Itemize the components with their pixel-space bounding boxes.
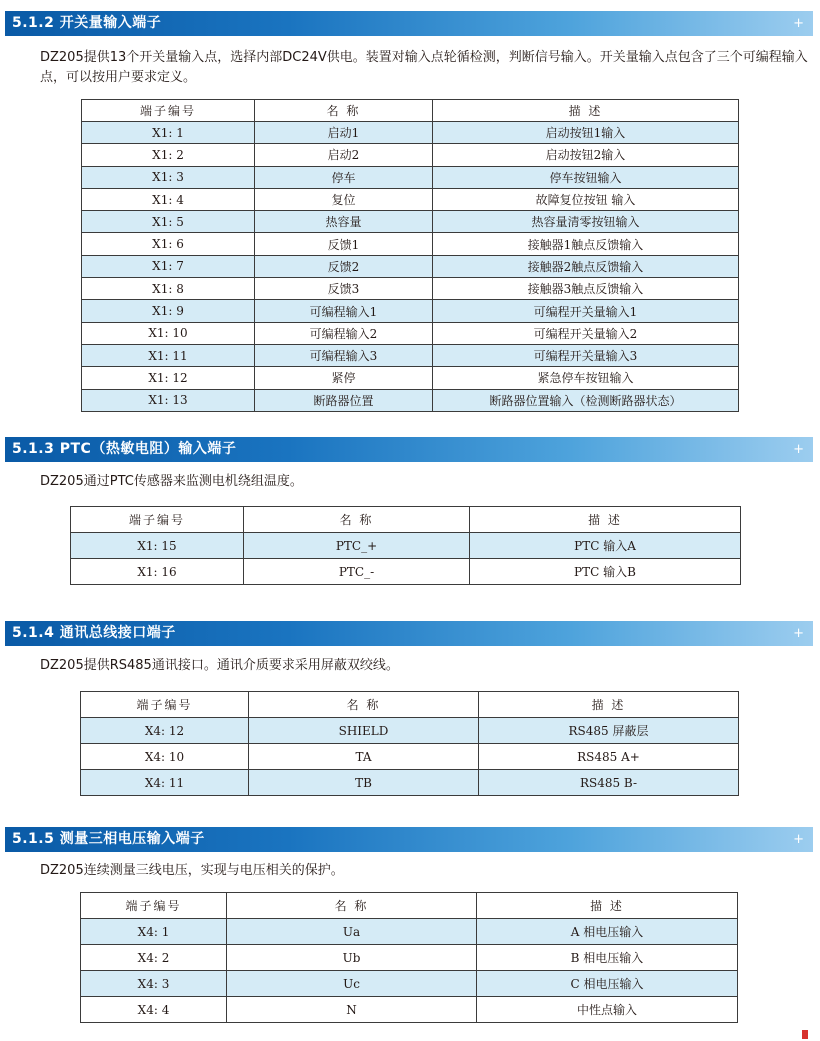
terminal-cell: X4: 2 — [81, 945, 227, 971]
table-row — [82, 344, 739, 366]
column-header: 名 称 — [244, 507, 470, 533]
name-cell: 断路器位置 — [255, 389, 433, 411]
name-cell: Ua — [227, 919, 477, 945]
table-row — [81, 744, 739, 770]
description-cell: PTC 输入B — [470, 559, 741, 585]
terminal-cell: X4: 4 — [81, 997, 227, 1023]
page-corner-mark — [802, 1030, 808, 1039]
description-cell: RS485 B- — [479, 770, 739, 796]
terminal-cell: X1: 7 — [82, 255, 255, 277]
column-header: 描 述 — [433, 100, 739, 122]
name-cell: 可编程输入3 — [255, 344, 433, 366]
section-title: 5.1.5 测量三相电压输入端子 — [12, 831, 205, 847]
terminal-cell: X1: 1 — [82, 122, 255, 144]
terminal-cell: X4: 12 — [81, 718, 249, 744]
name-cell: TA — [249, 744, 479, 770]
description-cell: A 相电压输入 — [477, 919, 738, 945]
section-header-5-1-2 — [5, 11, 813, 36]
name-cell: 停车 — [255, 166, 433, 188]
table-row — [82, 188, 739, 210]
section-description: DZ205提供RS485通讯接口。通讯介质要求采用屏蔽双绞线。 — [40, 658, 399, 673]
name-cell: 紧停 — [255, 367, 433, 389]
column-header: 端子编号 — [71, 507, 244, 533]
switch-input-table — [81, 99, 739, 412]
table-row — [82, 211, 739, 233]
description-cell: C 相电压输入 — [477, 971, 738, 997]
description-cell: 启动按钮1输入 — [433, 122, 739, 144]
table-row — [71, 533, 741, 559]
table-row — [82, 255, 739, 277]
column-header: 端子编号 — [81, 893, 227, 919]
section-description: DZ205通过PTC传感器来监测电机绕组温度。 — [40, 474, 303, 489]
table-row — [81, 945, 738, 971]
table-row — [81, 770, 739, 796]
table-row — [81, 971, 738, 997]
table-row — [82, 166, 739, 188]
terminal-cell: X1: 6 — [82, 233, 255, 255]
name-cell: PTC_+ — [244, 533, 470, 559]
column-header: 名 称 — [249, 692, 479, 718]
expand-plus-icon: + — [793, 832, 804, 847]
description-cell: RS485 A+ — [479, 744, 739, 770]
description-cell: 可编程开关量输入2 — [433, 322, 739, 344]
description-cell: 接触器1触点反馈输入 — [433, 233, 739, 255]
terminal-cell: X4: 1 — [81, 919, 227, 945]
description-cell: 接触器3触点反馈输入 — [433, 278, 739, 300]
table-header-row — [81, 692, 739, 718]
column-header: 名 称 — [255, 100, 433, 122]
column-header: 描 述 — [479, 692, 739, 718]
column-header: 描 述 — [470, 507, 741, 533]
terminal-cell: X4: 3 — [81, 971, 227, 997]
table-row — [82, 389, 739, 411]
description-cell: 启动按钮2输入 — [433, 144, 739, 166]
section-description: DZ205提供13个开关量输入点，选择内部DC24V供电。装置对输入点轮循检测，判断信号输入。开关量输入点包含了三个可编程输入点，可以按用户要求定义。 — [40, 50, 808, 85]
terminal-cell: X1: 15 — [71, 533, 244, 559]
section-description: DZ205连续测量三线电压，实现与电压相关的保护。 — [40, 863, 344, 878]
table-row — [81, 997, 738, 1023]
table-row — [82, 322, 739, 344]
description-cell: 断路器位置输入（检测断路器状态） — [433, 389, 739, 411]
column-header: 端子编号 — [81, 692, 249, 718]
terminal-cell: X1: 5 — [82, 211, 255, 233]
name-cell: 可编程输入2 — [255, 322, 433, 344]
terminal-cell: X1: 2 — [82, 144, 255, 166]
section-title: 5.1.3 PTC（热敏电阻）输入端子 — [12, 441, 237, 457]
description-cell: 故障复位按钮 输入 — [433, 188, 739, 210]
terminal-cell: X1: 10 — [82, 322, 255, 344]
expand-plus-icon: + — [793, 626, 804, 641]
rs485-interface-table — [80, 691, 739, 796]
expand-plus-icon: + — [793, 16, 804, 31]
terminal-cell: X1: 8 — [82, 278, 255, 300]
table-row — [82, 300, 739, 322]
terminal-cell: X1: 11 — [82, 344, 255, 366]
section-title: 5.1.2 开关量输入端子 — [12, 15, 162, 31]
voltage-input-table — [80, 892, 738, 1023]
name-cell: Ub — [227, 945, 477, 971]
terminal-cell: X4: 11 — [81, 770, 249, 796]
column-header: 描 述 — [477, 893, 738, 919]
description-cell: 中性点输入 — [477, 997, 738, 1023]
terminal-cell: X1: 16 — [71, 559, 244, 585]
name-cell: TB — [249, 770, 479, 796]
section-header-5-1-3 — [5, 437, 813, 462]
terminal-cell: X1: 4 — [82, 188, 255, 210]
name-cell: 热容量 — [255, 211, 433, 233]
name-cell: 启动1 — [255, 122, 433, 144]
column-header: 名 称 — [227, 893, 477, 919]
description-cell: 可编程开关量输入3 — [433, 344, 739, 366]
table-header-row — [71, 507, 741, 533]
name-cell: 反馈1 — [255, 233, 433, 255]
table-row — [82, 367, 739, 389]
terminal-cell: X1: 12 — [82, 367, 255, 389]
description-cell: 接触器2触点反馈输入 — [433, 255, 739, 277]
terminal-cell: X4: 10 — [81, 744, 249, 770]
terminal-cell: X1: 3 — [82, 166, 255, 188]
table-row — [82, 144, 739, 166]
name-cell: 可编程输入1 — [255, 300, 433, 322]
table-row — [81, 919, 738, 945]
description-cell: B 相电压输入 — [477, 945, 738, 971]
name-cell: 启动2 — [255, 144, 433, 166]
description-cell: 可编程开关量输入1 — [433, 300, 739, 322]
terminal-cell: X1: 13 — [82, 389, 255, 411]
expand-plus-icon: + — [793, 442, 804, 457]
section-title: 5.1.4 通讯总线接口端子 — [12, 625, 176, 641]
description-cell: 热容量清零按钮输入 — [433, 211, 739, 233]
name-cell: 复位 — [255, 188, 433, 210]
column-header: 端子编号 — [82, 100, 255, 122]
table-header-row — [81, 893, 738, 919]
description-cell: 停车按钮输入 — [433, 166, 739, 188]
table-row — [82, 233, 739, 255]
description-cell: PTC 输入A — [470, 533, 741, 559]
name-cell: Uc — [227, 971, 477, 997]
name-cell: N — [227, 997, 477, 1023]
ptc-input-table — [70, 506, 741, 585]
name-cell: 反馈2 — [255, 255, 433, 277]
description-cell: 紧急停车按钮输入 — [433, 367, 739, 389]
terminal-cell: X1: 9 — [82, 300, 255, 322]
name-cell: SHIELD — [249, 718, 479, 744]
table-row — [82, 278, 739, 300]
table-header-row — [82, 100, 739, 122]
description-cell: RS485 屏蔽层 — [479, 718, 739, 744]
table-row — [81, 718, 739, 744]
name-cell: 反馈3 — [255, 278, 433, 300]
table-row — [71, 559, 741, 585]
table-row — [82, 122, 739, 144]
section-header-5-1-5 — [5, 827, 813, 852]
name-cell: PTC_- — [244, 559, 470, 585]
section-header-5-1-4 — [5, 621, 813, 646]
